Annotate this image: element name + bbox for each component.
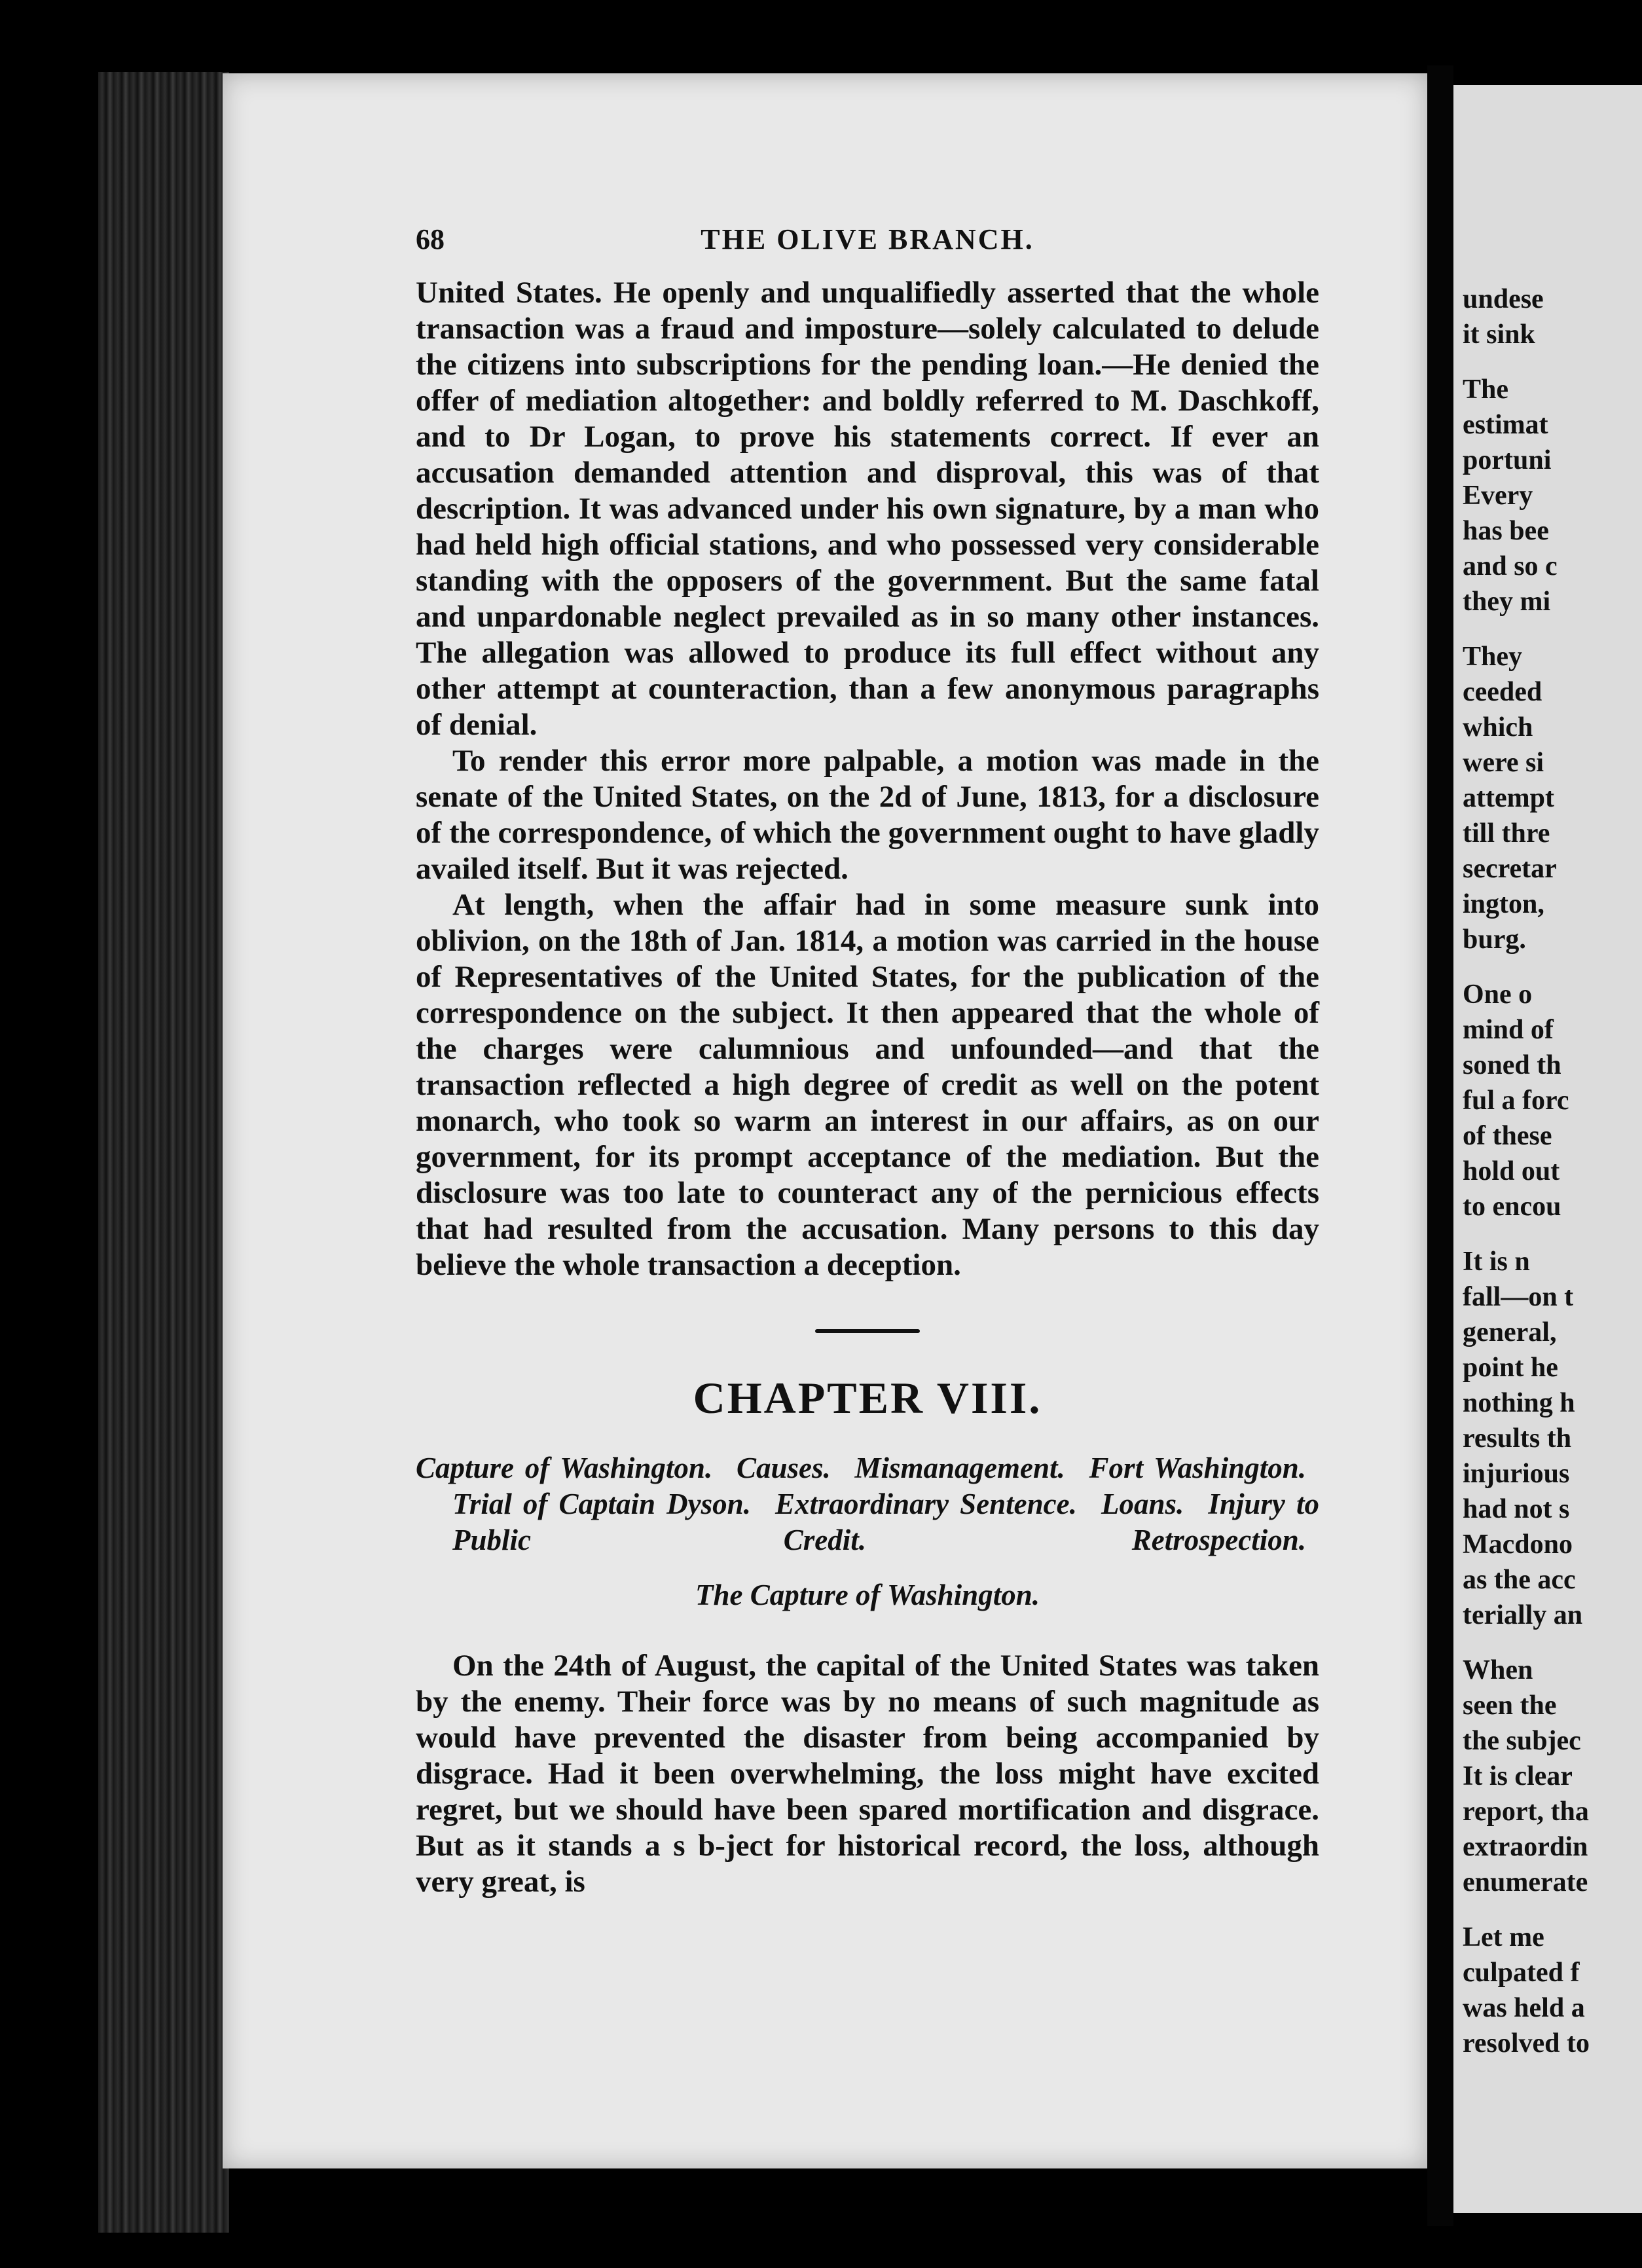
facing-page-line: and so c	[1463, 551, 1558, 581]
facing-page-line: They	[1463, 642, 1523, 672]
summary-item: Causes.	[736, 1452, 831, 1484]
facing-page-line: has bee	[1463, 516, 1549, 546]
summary-item: Fort Washington.	[1089, 1452, 1307, 1484]
facing-page-paragraph-gap	[1453, 1900, 1642, 1920]
facing-page-line: It is clear	[1463, 1761, 1573, 1791]
facing-page-line: One o	[1463, 979, 1533, 1010]
facing-page-line: secretar	[1463, 854, 1557, 884]
facing-page-line: ful a forc	[1463, 1086, 1569, 1116]
facing-page-line: nothing h	[1463, 1388, 1575, 1418]
facing-page-line: had not s	[1463, 1494, 1570, 1524]
facing-page-paragraph-gap	[1453, 352, 1642, 372]
facing-page-line: estimat	[1463, 410, 1548, 440]
facing-page-line: as the acc	[1463, 1565, 1576, 1595]
facing-page-line: report, tha	[1463, 1797, 1589, 1827]
facing-page-line: undese	[1463, 284, 1544, 314]
running-head	[416, 223, 1319, 275]
facing-page-top-margin	[1453, 85, 1642, 282]
summary-item: Loans.	[1101, 1488, 1184, 1520]
facing-page-line: point he	[1463, 1353, 1558, 1383]
section-title: The Capture of Washington.	[695, 1579, 1040, 1611]
facing-page-line: ington,	[1463, 889, 1544, 919]
facing-page-line: till thre	[1463, 818, 1550, 849]
facing-page-line: resolved to	[1463, 2028, 1590, 2058]
facing-page-line: seen the	[1463, 1691, 1557, 1721]
facing-page-paragraph-gap	[1453, 957, 1642, 977]
paragraph: United States. He openly and unqualifiedly asserted that the whole transaction was a fraud and imposture—solely calculated to delude the citizens into subscriptions for the pending loan.—He denied the offer of mediation altogether: and boldly referred to M. Daschkoff, and to Dr Logan, to prove his statements correct. If ever an accusation demanded attention and disproval, this was of that description. It was advanced under his own signature, by a man who had held high official stations, and who possessed very considerable standing with the opposers of the government. But the same fatal and unpardonable neglect prevailed as in so many other instances. The allegation was allowed to produce its full effect without any other attempt at counteraction, than a few anonymous paragraphs of denial.	[416, 276, 1319, 742]
facing-page-line: burg.	[1463, 924, 1526, 955]
facing-page-line: general,	[1463, 1317, 1557, 1347]
facing-page	[1453, 85, 1642, 2213]
paragraph: To render this error more palpable, a motion was made in the senate of the United States, on the 2d of June, 1813, for a disclosure of the correspondence, of which the government ought to have gladly availed itself. But it was rejected.	[416, 744, 1319, 886]
facing-page-line: It is n	[1463, 1247, 1530, 1277]
page-number: 68	[416, 223, 445, 255]
summary-item: Extraordinary Sentence.	[775, 1488, 1077, 1520]
facing-page-line: was held a	[1463, 1993, 1585, 2023]
chapter-title: CHAPTER VIII.	[693, 1373, 1042, 1423]
facing-page-text	[1453, 85, 1642, 2061]
ornamental-rule	[815, 1329, 920, 1333]
facing-page-line: enumerate	[1463, 1867, 1588, 1897]
summary-item: Trial of Captain Dyson.	[452, 1488, 751, 1520]
facing-page-line: were si	[1463, 748, 1544, 778]
summary-item: Capture of Washington.	[416, 1452, 713, 1484]
facing-page-line: culpated f	[1463, 1958, 1580, 1988]
facing-page-line: injurious	[1463, 1459, 1570, 1489]
facing-page-line: Every	[1463, 481, 1533, 511]
facing-page-line: Macdono	[1463, 1529, 1573, 1560]
facing-page-line: extraordin	[1463, 1832, 1588, 1862]
facing-page-line: soned th	[1463, 1050, 1561, 1080]
summary-item: Mismanagement.	[854, 1452, 1065, 1484]
facing-page-line: hold out	[1463, 1156, 1560, 1186]
facing-page-line: portuni	[1463, 445, 1552, 475]
facing-page-paragraph-gap	[1453, 1633, 1642, 1653]
facing-page-paragraph-gap	[1453, 1224, 1642, 1244]
facing-page-line: terially an	[1463, 1600, 1583, 1630]
facing-page-line: they mi	[1463, 587, 1551, 617]
chapter-opening-paragraph: On the 24th of August, the capital of the United States was taken by the enemy. Their force was by no means of such magnitude as would have prevented the disaster from being accompanied by disgrace. Had it been overwhelming, the loss might have excited regret, but we should have been spared mortification and disgrace. But as it stands a s b-ject for historical record, the loss, although very great, is	[416, 1649, 1319, 1899]
summary-item: Injury to Public Credit.	[452, 1488, 1319, 1556]
summary-item: Retrospection.	[1131, 1524, 1306, 1556]
paragraph: At length, when the affair had in some measure sunk into oblivion, on the 18th of Jan. 1814, a motion was carried in the house of Representatives of the United States, for the publication of the correspondence on the subject. It then appeared that the whole of the charges were calumnious and unfounded—and that the transaction reflected a high degree of credit as well on the potent monarch, who took so warm an interest in our affairs, as on our government, for its prompt acceptance of the mediation. But the disclosure was too late to counteract any of the pernicious effects that had resulted from the accusation. Many persons to this day believe the whole transaction a deception.	[416, 888, 1319, 1282]
facing-page-line: ceeded	[1463, 677, 1542, 707]
facing-page-line: attempt	[1463, 783, 1554, 813]
book-binding	[98, 72, 229, 2233]
facing-page-line: to encou	[1463, 1192, 1561, 1222]
page-content	[416, 223, 1319, 1900]
facing-page-line: fall—on t	[1463, 1282, 1574, 1312]
running-title: THE OLIVE BRANCH.	[701, 223, 1034, 255]
facing-page-line: When	[1463, 1655, 1533, 1685]
facing-page-line: The	[1463, 375, 1509, 405]
facing-page-line: of these	[1463, 1121, 1552, 1151]
page-gutter	[1427, 65, 1453, 2226]
facing-page-line: results th	[1463, 1423, 1572, 1454]
facing-page-paragraph-gap	[1453, 619, 1642, 639]
chapter-summary	[416, 1450, 1319, 1558]
facing-page-line: which	[1463, 712, 1533, 742]
facing-page-line: Let me	[1463, 1922, 1544, 1952]
facing-page-line: the subjec	[1463, 1726, 1581, 1756]
facing-page-line: it sink	[1463, 320, 1535, 350]
facing-page-line: mind of	[1463, 1015, 1554, 1045]
